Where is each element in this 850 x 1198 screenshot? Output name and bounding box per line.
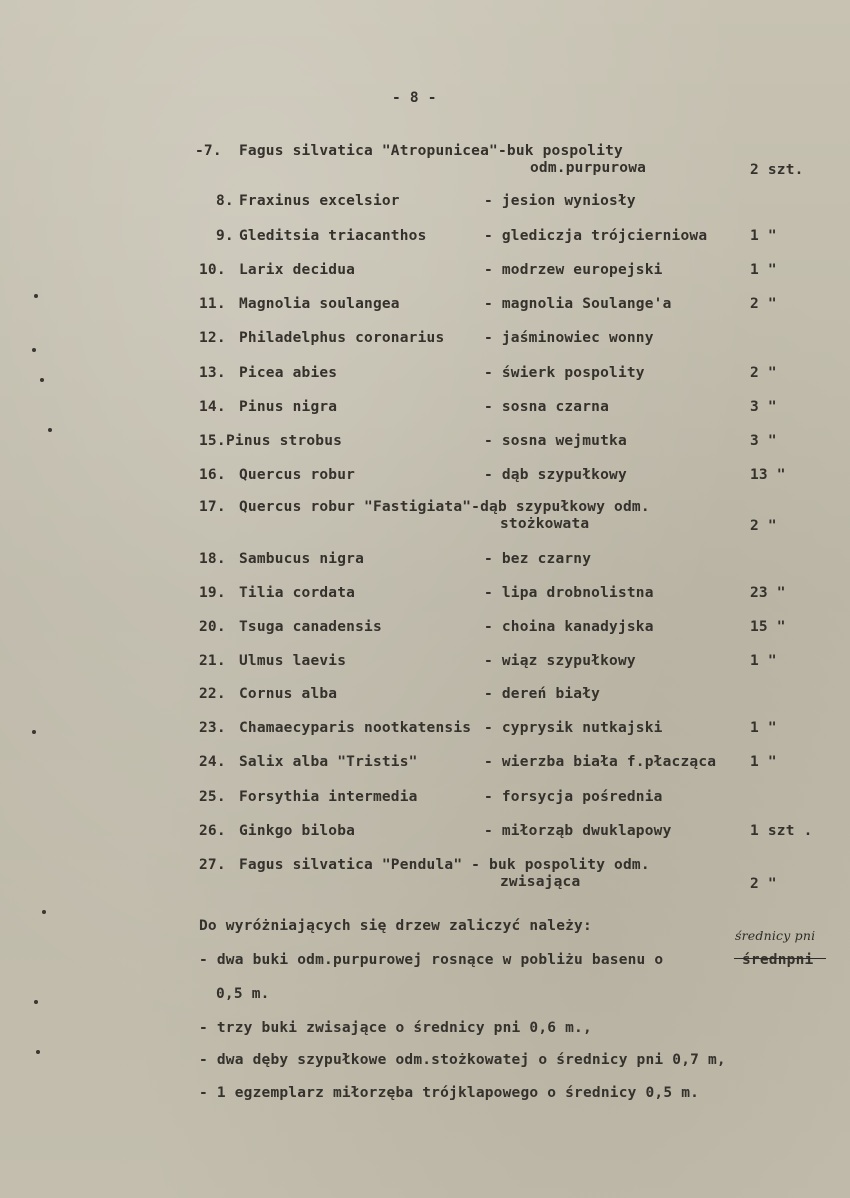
entry-quantity: 1 " bbox=[750, 720, 777, 736]
note-struck-text: średnpni bbox=[742, 952, 814, 968]
punch-mark bbox=[40, 378, 44, 382]
entry-number: 17. bbox=[199, 499, 226, 515]
handwritten-correction: średnicy pni bbox=[735, 928, 816, 943]
entry-quantity: 13 " bbox=[750, 467, 786, 483]
entry-polish-name: - lipa drobnolistna bbox=[484, 585, 654, 601]
entry-latin-name: Cornus alba bbox=[239, 686, 338, 702]
note-line-3: - dwa dęby szypułkowe odm.stożkowatej o średnicy pni 0,7 m, bbox=[199, 1052, 726, 1068]
punch-mark bbox=[42, 910, 46, 914]
entry-number: 14. bbox=[199, 399, 226, 415]
entry-polish-name: - bez czarny bbox=[484, 551, 592, 567]
entry-latin-name: Philadelphus coronarius bbox=[239, 330, 445, 346]
entry-quantity: 2 " bbox=[750, 876, 777, 892]
strikethrough-line bbox=[734, 958, 826, 959]
entry-number: 8. bbox=[216, 193, 234, 209]
entry-polish-name: - świerk pospolity bbox=[484, 365, 645, 381]
entry-polish-name: - dereń biały bbox=[484, 686, 601, 702]
punch-mark bbox=[32, 348, 36, 352]
entry-polish-name: odm.purpurowa bbox=[530, 160, 647, 176]
entry-number: 16. bbox=[199, 467, 226, 483]
note-line-1-continued: 0,5 m. bbox=[216, 986, 270, 1002]
entry-number: 12. bbox=[199, 330, 226, 346]
entry-latin-name: Magnolia soulangea bbox=[239, 296, 400, 312]
entry-number: 15. bbox=[199, 433, 226, 449]
entry-latin-name: Pinus nigra bbox=[239, 399, 338, 415]
entry-quantity: 1 " bbox=[750, 653, 777, 669]
entry-polish-name: - jesion wyniosły bbox=[484, 193, 636, 209]
entry-number: 26. bbox=[199, 823, 226, 839]
entry-number: -7. bbox=[195, 143, 222, 159]
notes-heading: Do wyróżniających się drzew zaliczyć należy: bbox=[199, 918, 592, 934]
entry-latin-name: Sambucus nigra bbox=[239, 551, 365, 567]
entry-quantity: 1 szt . bbox=[750, 823, 813, 839]
entry-latin-name: Picea abies bbox=[239, 365, 338, 381]
entry-number: 25. bbox=[199, 789, 226, 805]
entry-number: 10. bbox=[199, 262, 226, 278]
entry-polish-name: - glediczja trójcierniowa bbox=[484, 228, 708, 244]
note-line-4: - 1 egzemplarz miłorzęba trójklapowego o średnicy 0,5 m. bbox=[199, 1085, 700, 1101]
entry-latin-name: Forsythia intermedia bbox=[239, 789, 418, 805]
punch-mark bbox=[48, 428, 52, 432]
entry-quantity: 2 szt. bbox=[750, 162, 804, 178]
entry-number: 24. bbox=[199, 754, 226, 770]
entry-quantity: 3 " bbox=[750, 433, 777, 449]
entry-latin-name: Ulmus laevis bbox=[239, 653, 347, 669]
entry-polish-name: - choina kanadyjska bbox=[484, 619, 654, 635]
entry-latin-name: Fraxinus excelsior bbox=[239, 193, 400, 209]
entry-number: 20. bbox=[199, 619, 226, 635]
entry-number: 21. bbox=[199, 653, 226, 669]
note-line-1: - dwa buki odm.purpurowej rosnące w pobliżu basenu o bbox=[199, 952, 664, 968]
entry-polish-name: - miłorząb dwuklapowy bbox=[484, 823, 672, 839]
entry-number: 11. bbox=[199, 296, 226, 312]
entry-latin-name: Larix decidua bbox=[239, 262, 356, 278]
entry-number: 13. bbox=[199, 365, 226, 381]
entry-polish-name: zwisająca bbox=[500, 874, 581, 890]
entry-latin-name: Salix alba "Tristis" bbox=[239, 754, 418, 770]
entry-polish-name: - sosna czarna bbox=[484, 399, 610, 415]
entry-polish-name: - magnolia Soulange'a bbox=[484, 296, 672, 312]
entry-latin-name: Fagus silvatica "Pendula" - buk pospolity odm. bbox=[239, 857, 650, 873]
punch-mark bbox=[34, 294, 38, 298]
entry-latin-name: Quercus robur bbox=[239, 467, 356, 483]
entry-quantity: 2 " bbox=[750, 365, 777, 381]
note-line-2: - trzy buki zwisające o średnicy pni 0,6 m., bbox=[199, 1020, 592, 1036]
punch-mark bbox=[32, 730, 36, 734]
entry-latin-name: Gleditsia triacanthos bbox=[239, 228, 427, 244]
entry-quantity: 2 " bbox=[750, 518, 777, 534]
entry-number: 19. bbox=[199, 585, 226, 601]
entry-quantity: 15 " bbox=[750, 619, 786, 635]
entry-polish-name: stożkowata bbox=[500, 516, 590, 532]
entry-polish-name: - modrzew europejski bbox=[484, 262, 663, 278]
entry-quantity: 3 " bbox=[750, 399, 777, 415]
punch-mark bbox=[34, 1000, 38, 1004]
entry-polish-name: - cyprysik nutkajski bbox=[484, 720, 663, 736]
entry-number: 18. bbox=[199, 551, 226, 567]
page-number: - 8 - bbox=[392, 90, 437, 106]
entry-latin-name: Chamaecyparis nootkatensis bbox=[239, 720, 472, 736]
entry-polish-name: - wierzba biała f.płacząca bbox=[484, 754, 717, 770]
entry-latin-name: Ginkgo biloba bbox=[239, 823, 356, 839]
entry-number: 27. bbox=[199, 857, 226, 873]
entry-polish-name: - wiąz szypułkowy bbox=[484, 653, 636, 669]
entry-latin-name: Tilia cordata bbox=[239, 585, 356, 601]
entry-latin-name: Quercus robur "Fastigiata"-dąb szypułkowy odm. bbox=[239, 499, 650, 515]
entry-quantity: 1 " bbox=[750, 262, 777, 278]
entry-quantity: 23 " bbox=[750, 585, 786, 601]
entry-polish-name: - sosna wejmutka bbox=[484, 433, 627, 449]
entry-number: 9. bbox=[216, 228, 234, 244]
entry-latin-name: Fagus silvatica "Atropunicea"-buk pospolity bbox=[239, 143, 623, 159]
entry-latin-name: Pinus strobus bbox=[226, 433, 343, 449]
punch-mark bbox=[36, 1050, 40, 1054]
entry-quantity: 2 " bbox=[750, 296, 777, 312]
entry-quantity: 1 " bbox=[750, 228, 777, 244]
entry-polish-name: - forsycja pośrednia bbox=[484, 789, 663, 805]
entry-number: 23. bbox=[199, 720, 226, 736]
entry-polish-name: - dąb szypułkowy bbox=[484, 467, 627, 483]
entry-polish-name: - jaśminowiec wonny bbox=[484, 330, 654, 346]
entry-quantity: 1 " bbox=[750, 754, 777, 770]
entry-latin-name: Tsuga canadensis bbox=[239, 619, 382, 635]
entry-number: 22. bbox=[199, 686, 226, 702]
